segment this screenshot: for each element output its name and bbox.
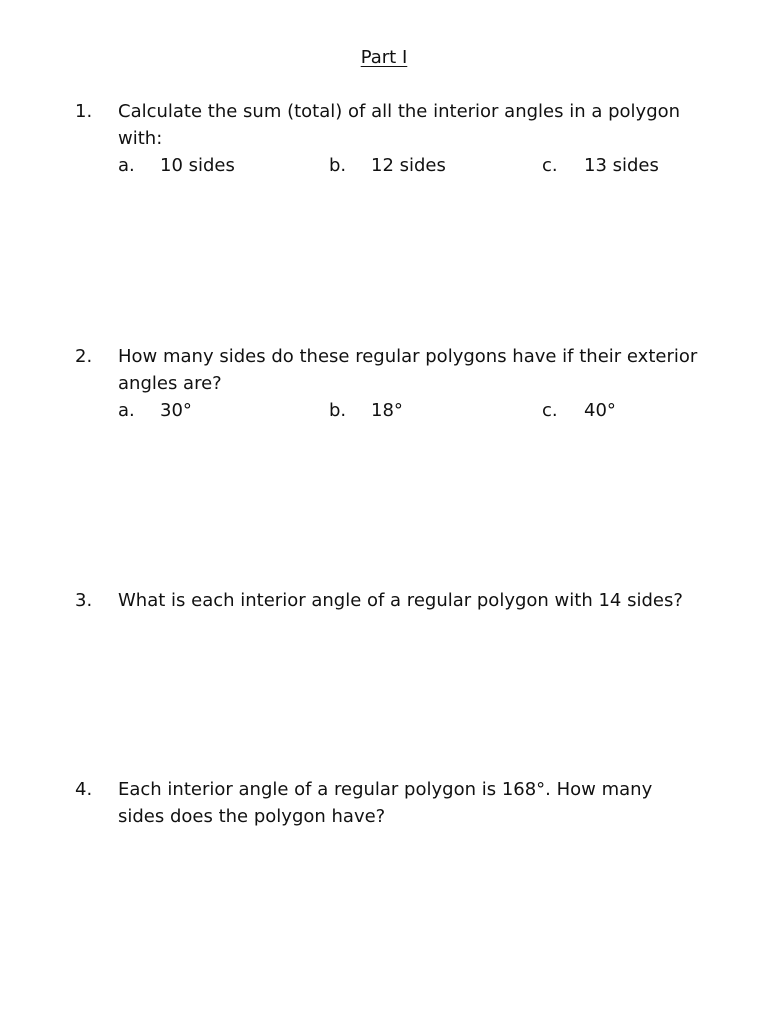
option-letter: b. <box>329 400 347 421</box>
option-letter: c. <box>542 400 558 421</box>
option-letter: a. <box>118 155 135 176</box>
option-b <box>329 397 403 424</box>
option-value: 30° <box>160 400 192 421</box>
option-letter: a. <box>118 400 135 421</box>
option-letter: c. <box>542 155 558 176</box>
page-title: Part I <box>360 47 408 68</box>
option-letter: b. <box>329 155 347 176</box>
question-text: Each interior angle of a regular polygon is 168°. How many sides does the polygon have? <box>118 779 653 827</box>
option-value: 12 sides <box>371 155 446 176</box>
option-a <box>118 152 235 179</box>
answer-options <box>118 397 718 424</box>
question-number: 4. <box>75 779 93 800</box>
option-c <box>542 397 616 424</box>
answer-options <box>118 152 718 179</box>
option-value: 18° <box>371 400 403 421</box>
question-text: Calculate the sum (total) of all the interior angles in a polygon with: <box>118 101 681 149</box>
option-c <box>542 152 659 179</box>
option-value: 13 sides <box>584 155 659 176</box>
option-b <box>329 152 446 179</box>
question-number: 3. <box>75 590 93 611</box>
question-text: How many sides do these regular polygons have if their exterior angles are? <box>118 346 698 394</box>
question-text: What is each interior angle of a regular polygon with 14 sides? <box>118 590 683 611</box>
question-number: 1. <box>75 101 93 122</box>
question-number: 2. <box>75 346 93 367</box>
option-value: 10 sides <box>160 155 235 176</box>
option-a <box>118 397 192 424</box>
option-value: 40° <box>584 400 616 421</box>
